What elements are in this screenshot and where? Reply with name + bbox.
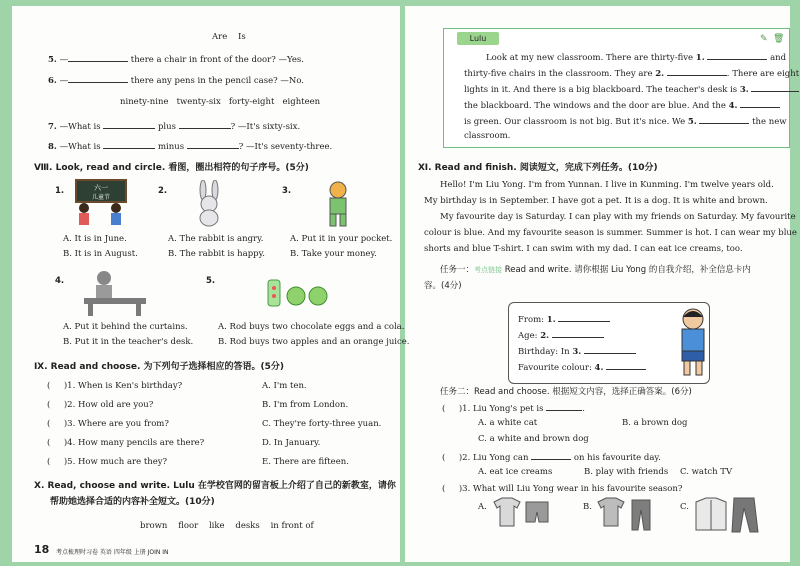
- answer-option-c: C. They're forty-three yuan.: [262, 419, 382, 429]
- tshirt-and-shorts-picture: [490, 496, 552, 532]
- item-1-option-b[interactable]: B. It is in August.: [63, 249, 138, 259]
- card-colour: Favourite colour: 4.: [518, 361, 646, 373]
- passage-line-2: My birthday is in September. I have got a pet. It is a dog. It is white and brown.: [424, 196, 768, 206]
- answer-option-d: D. In January.: [262, 438, 321, 448]
- task2-q2-option-c[interactable]: C. watch TV: [680, 467, 733, 477]
- answer-blank[interactable]: [179, 120, 231, 129]
- tiger-character-picture: [318, 180, 358, 228]
- question-6: 6. — there any pens in the pencil case? —No.: [48, 76, 305, 86]
- section-9-title: Ⅸ. Read and choose. 为下列句子选择相应的答语。(5分): [34, 362, 284, 372]
- word-choice-is: Is: [238, 32, 246, 42]
- note-line-1: Look at my new classroom. There are thirty-five 1. and: [486, 53, 787, 63]
- blackboard-kids-picture: [70, 178, 132, 228]
- match-row-3: ( )3. Where are you from?: [47, 419, 169, 429]
- note-line-2: thirty-five chairs in the classroom. They are 2. . There are eight: [464, 69, 800, 79]
- task2-q1: ( )1. Liu Yong's pet is .: [442, 404, 585, 414]
- answer-blank[interactable]: [606, 361, 646, 370]
- answer-option-a: A. I'm ten.: [262, 381, 307, 391]
- answer-blank[interactable]: [558, 313, 610, 322]
- passage-line-3: My favourite day is Saturday. I can play with my friends on Saturday. My favourite: [440, 212, 796, 222]
- word-bank-numbers: ninety-nine twenty-six forty-eight eighteen: [120, 97, 321, 107]
- answer-blank[interactable]: [103, 120, 155, 129]
- task2-q3: ( )3. What will Liu Yong wear in his favourite season?: [442, 484, 683, 494]
- answer-blank[interactable]: [584, 345, 636, 354]
- svg-text:六一: 六一: [94, 184, 108, 192]
- task2-q2-option-b[interactable]: B. play with friends: [584, 467, 669, 477]
- note-line-5: is green. Our classroom is not big. But it's nice. We 5. the new: [464, 117, 787, 127]
- note-line-4: the blackboard. The windows and the door are blue. And the 4.: [464, 99, 780, 111]
- item-4-option-a[interactable]: A. Put it behind the curtains.: [63, 322, 188, 332]
- delete-icon[interactable]: 🗑: [773, 34, 785, 44]
- task2-q1-option-c[interactable]: C. a white and brown dog: [478, 434, 589, 444]
- edit-icon[interactable]: ✎: [760, 34, 768, 44]
- answer-option-e: E. There are fifteen.: [262, 457, 349, 467]
- match-row-4: ( )4. How many pencils are there?: [47, 438, 205, 448]
- item-2-option-b[interactable]: B. The rabbit is happy.: [168, 249, 265, 259]
- item-2-number: 2.: [158, 186, 168, 196]
- item-3-option-a[interactable]: A. Put it in your pocket.: [290, 234, 393, 244]
- item-4-option-b[interactable]: B. Put it in the teacher's desk.: [63, 337, 194, 347]
- teacher-desk-picture: [80, 268, 150, 318]
- section-11-title: Ⅺ. Read and finish. 阅读短文，完成下列任务。(10分): [418, 163, 658, 173]
- question-5: 5. — there a chair in front of the door? —Yes.: [48, 55, 304, 65]
- coat-and-trousers-picture: [692, 496, 760, 534]
- passage-line-5: shorts and blue T-shirt. I can swim with my dad. I can eat ice creams, too.: [424, 244, 743, 254]
- juice-and-apples-picture: [262, 276, 332, 310]
- svg-text:儿童节: 儿童节: [91, 194, 111, 201]
- section-10-title-line2: 帮助她选择合适的内容补全短文。(10分): [50, 497, 215, 507]
- footer-text: 考点梳理时习卷 英语 四年级 上册 JOIN IN: [56, 549, 169, 556]
- item-2-option-a[interactable]: A. The rabbit is angry.: [168, 234, 264, 244]
- question-7: 7. —What is plus ? —It's sixty-six.: [48, 122, 301, 132]
- boy-liu-yong-picture: [672, 305, 714, 379]
- answer-blank[interactable]: [531, 451, 571, 460]
- passage-line-4: colour is blue. And my favourite season is summer. Summer is hot. I can wear my blue: [424, 228, 797, 238]
- match-row-5: ( )5. How much are they?: [47, 457, 168, 467]
- section-10-title-line1: Ⅹ. Read, choose and write. Lulu 在学校官网的留言板上介绍了自己的新教室，请你: [34, 481, 396, 491]
- task2-q1-option-a[interactable]: A. a white cat: [478, 418, 538, 428]
- item-5-option-b[interactable]: B. Rod buys two apples and an orange juice.: [218, 337, 410, 347]
- card-from: From: 1.: [518, 313, 610, 325]
- note-line-6: classroom.: [464, 131, 511, 141]
- answer-blank[interactable]: [103, 140, 155, 149]
- answer-blank[interactable]: [68, 74, 128, 83]
- item-1-number: 1.: [55, 186, 65, 196]
- item-4-number: 4.: [55, 276, 65, 286]
- rabbit-picture: [190, 180, 230, 228]
- item-3-option-b[interactable]: B. Take your money.: [290, 249, 377, 259]
- task2-q2: ( )2. Liu Yong can on his favourite day.: [442, 453, 661, 463]
- answer-option-b: B. I'm from London.: [262, 400, 349, 410]
- task-1-line1: 任务一：考点链接 Read and write. 请你根据 Liu Yong 的自我介绍，补全信息卡内: [440, 265, 751, 275]
- answer-blank[interactable]: [68, 53, 128, 62]
- page-number: 18: [34, 543, 50, 556]
- item-5-option-a[interactable]: A. Rod buys two chocolate eggs and a cola.: [218, 322, 405, 332]
- task2-q3-option-b[interactable]: B.: [583, 502, 592, 512]
- answer-blank[interactable]: [187, 140, 239, 149]
- note-line-3: lights in it. And there is a big blackboard. The teacher's desk is 3.: [464, 83, 799, 95]
- lulu-tag: Lulu: [457, 32, 499, 45]
- word-bank: brown floor like desks in front of: [140, 521, 314, 531]
- section-8-title: Ⅷ. Look, read and circle. 看图，圈出相符的句子序号。(5分): [34, 163, 309, 173]
- card-age: Age: 2.: [518, 329, 604, 341]
- match-row-2: ( )2. How old are you?: [47, 400, 154, 410]
- shirt-and-pants-picture: [594, 496, 656, 532]
- word-choice-are: Are: [212, 32, 228, 42]
- task-1-line2: 容。(4分): [424, 281, 462, 291]
- task2-q3-option-a[interactable]: A.: [478, 502, 487, 512]
- item-3-number: 3.: [282, 186, 292, 196]
- answer-blank[interactable]: [546, 402, 582, 411]
- item-5-number: 5.: [206, 276, 216, 286]
- task2-q1-option-b[interactable]: B. a brown dog: [622, 418, 688, 428]
- answer-blank[interactable]: [552, 329, 604, 338]
- match-row-1: ( )1. When is Ken's birthday?: [47, 381, 183, 391]
- passage-line-1: Hello! I'm Liu Yong. I'm from Yunnan. I live in Kunming. I'm twelve years old.: [440, 180, 774, 190]
- task-2-title: 任务二：Read and choose. 根据短文内容，选择正确答案。(6分): [440, 387, 692, 397]
- card-birthday: Birthday: In 3.: [518, 345, 636, 357]
- question-8: 8. —What is minus ? —It's seventy-three.: [48, 142, 333, 152]
- task2-q3-option-c[interactable]: C.: [680, 502, 689, 512]
- item-1-option-a[interactable]: A. It is in June.: [63, 234, 127, 244]
- task2-q2-option-a[interactable]: A. eat ice creams: [478, 467, 553, 477]
